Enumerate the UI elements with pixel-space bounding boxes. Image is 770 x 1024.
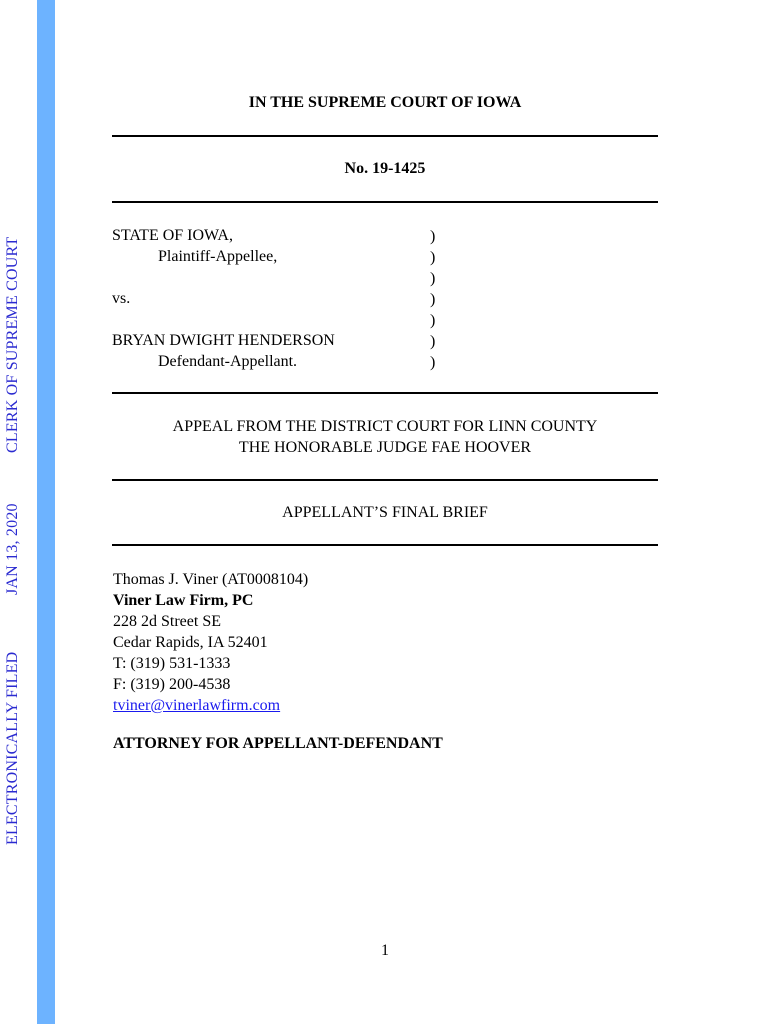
court-title: IN THE SUPREME COURT OF IOWA xyxy=(248,94,522,111)
filing-stamp xyxy=(4,0,32,1024)
filing-sidebar-bar xyxy=(37,0,55,1024)
email-link[interactable]: tviner@vinerlawfirm.com xyxy=(113,697,281,714)
defendant-role: Defendant-Appellant. xyxy=(158,353,298,370)
divider xyxy=(112,135,658,137)
case-caption xyxy=(112,226,658,376)
brief-title: APPELLANT’S FINAL BRIEF xyxy=(282,504,488,521)
caption-paren: ) xyxy=(430,270,436,287)
plaintiff-role: Plaintiff-Appellee, xyxy=(158,248,278,265)
appeal-heading xyxy=(112,416,658,458)
divider xyxy=(112,479,658,481)
city-state-zip: Cedar Rapids, IA 52401 xyxy=(113,634,268,651)
defendant-name: BRYAN DWIGHT HENDERSON xyxy=(112,332,335,349)
stamp-clerk: CLERK OF SUPREME COURT xyxy=(4,236,21,453)
caption-paren: ) xyxy=(430,312,436,329)
attorney-designation: ATTORNEY FOR APPELLANT-DEFENDANT xyxy=(113,735,443,752)
street-address: 228 2d Street SE xyxy=(113,613,221,630)
counsel-name: Thomas J. Viner (AT0008104) xyxy=(113,571,309,588)
case-number: No. 19-1425 xyxy=(344,160,426,177)
divider xyxy=(112,544,658,546)
plaintiff-name: STATE OF IOWA, xyxy=(112,227,233,244)
page-number: 1 xyxy=(381,942,389,959)
divider xyxy=(112,392,658,394)
caption-paren: ) xyxy=(430,249,436,266)
caption-paren: ) xyxy=(430,333,436,350)
fax-number: F: (319) 200-4538 xyxy=(113,676,231,693)
versus-label: vs. xyxy=(112,290,131,307)
divider xyxy=(112,201,658,203)
appeal-line-court: APPEAL FROM THE DISTRICT COURT FOR LINN COUNTY xyxy=(172,418,598,435)
stamp-electronically-filed: ELECTRONICALLY FILED xyxy=(4,651,21,845)
law-firm-name: Viner Law Firm, PC xyxy=(113,592,254,609)
caption-paren: ) xyxy=(430,354,436,371)
stamp-filing-date: JAN 13, 2020 xyxy=(4,503,21,595)
caption-parentheses xyxy=(430,226,435,373)
counsel-block xyxy=(113,569,308,716)
phone-number: T: (319) 531-1333 xyxy=(113,655,231,672)
caption-paren: ) xyxy=(430,228,436,245)
appeal-line-judge: THE HONORABLE JUDGE FAE HOOVER xyxy=(238,439,532,456)
caption-paren: ) xyxy=(430,291,436,308)
